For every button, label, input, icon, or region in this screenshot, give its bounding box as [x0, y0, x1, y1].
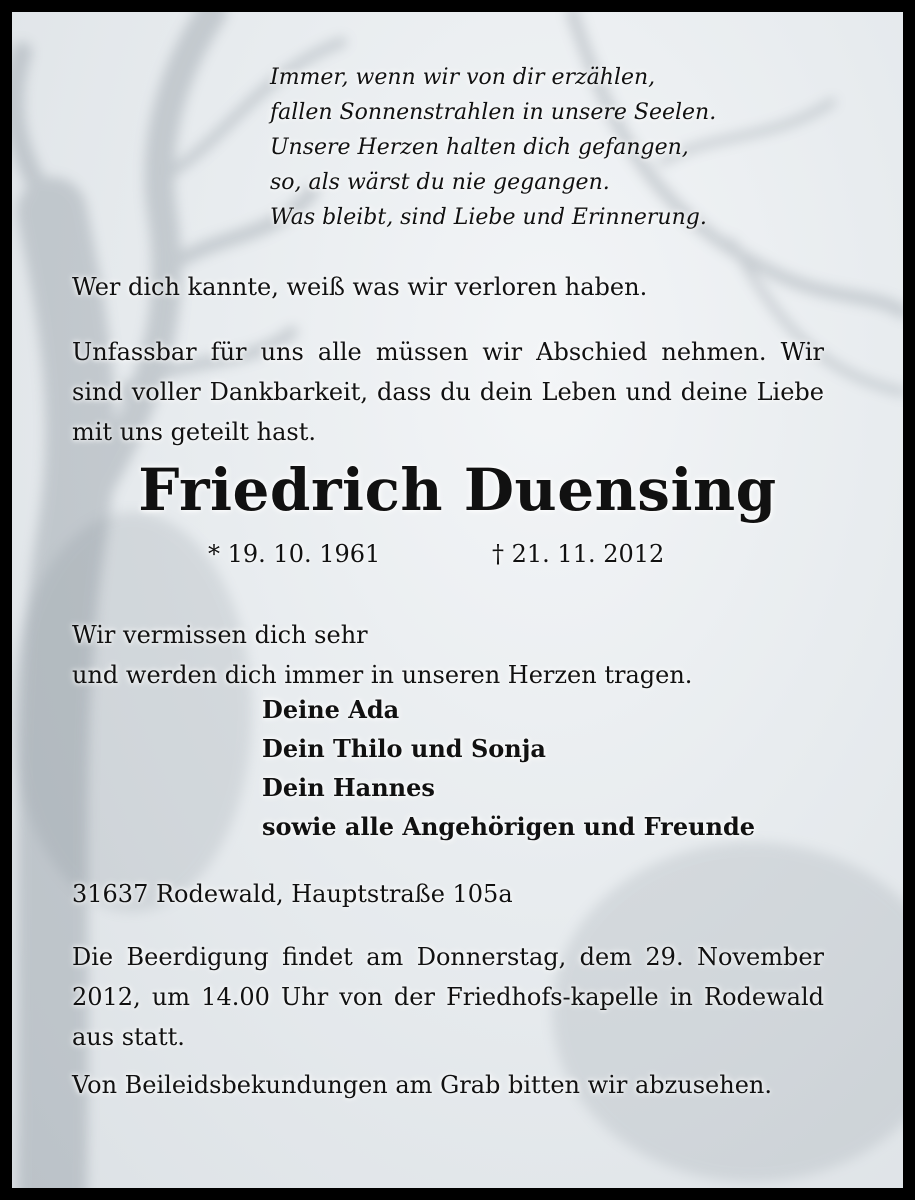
poem-line: Was bleibt, sind Liebe und Erinnerung.	[270, 205, 707, 230]
signatory: sowie alle Angehörigen und Freunde	[262, 812, 756, 841]
deceased-name: Friedrich Duensing	[138, 456, 777, 524]
condolence-notice: Von Beileidsbekundungen am Grab bitten wir abzusehen.	[72, 1071, 772, 1099]
poem	[270, 60, 716, 235]
signatory: Dein Hannes	[262, 773, 435, 802]
address: 31637 Rodewald, Hauptstraße 105a	[72, 880, 513, 908]
poem-line: Immer, wenn wir von dir erzählen,	[270, 65, 656, 90]
missing-line: Wir vermissen dich sehr	[72, 621, 368, 649]
birth-date: * 19. 10. 1961	[208, 540, 381, 568]
signatory: Deine Ada	[262, 695, 400, 724]
farewell-text: Unfassbar für uns alle müssen wir Abschied nehmen. Wir sind voller Dankbarkeit, dass du dein Leben und deine Liebe mit uns geteilt hast.	[72, 338, 824, 446]
poem-line: fallen Sonnenstrahlen in unsere Seelen.	[270, 100, 717, 125]
intro-text: Wer dich kannte, weiß was wir verloren haben.	[72, 273, 648, 301]
missing-text	[72, 615, 692, 695]
funeral-notice: Die Beerdigung findet am Donnerstag, dem 29. November 2012, um 14.00 Uhr von der Friedhofs-kapelle in Rodewald aus statt.	[72, 943, 824, 1051]
death-date: † 21. 11. 2012	[492, 540, 665, 568]
poem-line: Unsere Herzen halten dich gefangen,	[270, 135, 689, 160]
obituary-card	[12, 12, 903, 1188]
signatory: Dein Thilo und Sonja	[262, 734, 546, 763]
missing-line: und werden dich immer in unseren Herzen tragen.	[72, 661, 693, 689]
signatories	[262, 690, 755, 846]
poem-line: so, als wärst du nie gegangen.	[270, 170, 610, 195]
